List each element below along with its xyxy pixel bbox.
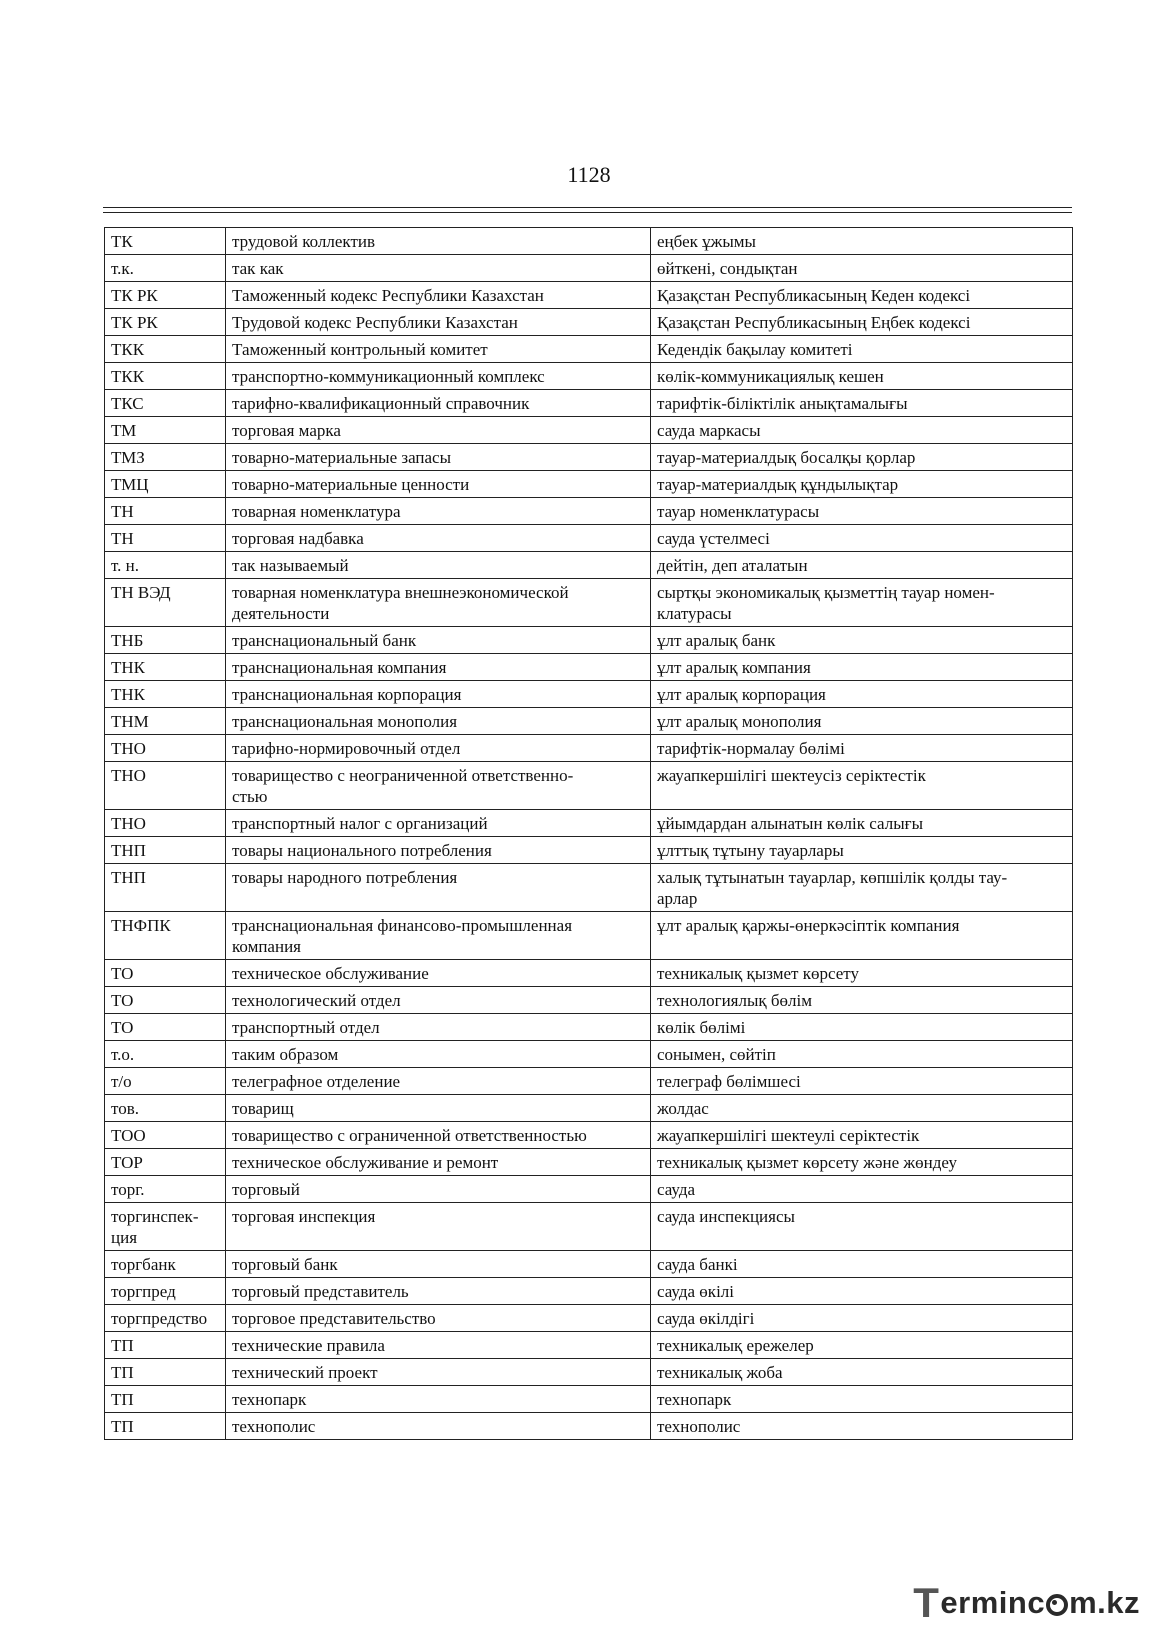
kazakh-term-cell: ұлт аралық банк — [651, 627, 1073, 654]
kazakh-term-cell: тауар номенклатурасы — [651, 498, 1073, 525]
russian-term-cell: торговая инспекция — [226, 1203, 651, 1251]
abbreviation-cell: ТК РК — [105, 282, 226, 309]
abbreviation-cell: ТКК — [105, 336, 226, 363]
table-row — [105, 525, 1073, 552]
kazakh-term-cell: ұлттық тұтыну тауарлары — [651, 837, 1073, 864]
russian-term-cell: таким образом — [226, 1041, 651, 1068]
abbreviation-table-body — [105, 228, 1073, 1440]
abbreviation-table — [104, 227, 1073, 1440]
table-row — [105, 1122, 1073, 1149]
russian-term-cell: техническое обслуживание — [226, 960, 651, 987]
kazakh-term-cell: еңбек ұжымы — [651, 228, 1073, 255]
russian-term-cell: товарная номенклатура внешнеэкономической деятельности — [226, 579, 651, 627]
page-number: 1128 — [567, 162, 611, 187]
abbreviation-cell: ТМЦ — [105, 471, 226, 498]
abbreviation-cell: тов. — [105, 1095, 226, 1122]
kazakh-term-cell: тауар-материалдық құндылықтар — [651, 471, 1073, 498]
kazakh-term-cell: ұлт аралық корпорация — [651, 681, 1073, 708]
russian-term-cell: трудовой коллектив — [226, 228, 651, 255]
table-row — [105, 912, 1073, 960]
abbreviation-cell: ТМЗ — [105, 444, 226, 471]
abbreviation-cell: ТНК — [105, 681, 226, 708]
kazakh-term-cell: тарифтік-біліктілік анықтамалығы — [651, 390, 1073, 417]
kazakh-term-cell: өйткені, сондықтан — [651, 255, 1073, 282]
kazakh-term-cell: технологиялық бөлім — [651, 987, 1073, 1014]
abbreviation-cell: ТП — [105, 1413, 226, 1440]
russian-term-cell: товарно-материальные запасы — [226, 444, 651, 471]
russian-term-cell: торговый банк — [226, 1251, 651, 1278]
russian-term-cell: так как — [226, 255, 651, 282]
russian-term-cell: тарифно-нормировочный отдел — [226, 735, 651, 762]
table-row — [105, 579, 1073, 627]
table-row — [105, 1041, 1073, 1068]
russian-term-cell: технические правила — [226, 1332, 651, 1359]
russian-term-cell: торговая надбавка — [226, 525, 651, 552]
russian-term-cell: торговое представительство — [226, 1305, 651, 1332]
kazakh-term-cell: Қазақстан Республикасының Еңбек кодексі — [651, 309, 1073, 336]
table-row — [105, 1305, 1073, 1332]
kazakh-term-cell: техникалық жоба — [651, 1359, 1073, 1386]
kazakh-term-cell: дейтін, деп аталатын — [651, 552, 1073, 579]
abbreviation-cell: ТОР — [105, 1149, 226, 1176]
table-row — [105, 864, 1073, 912]
abbreviation-cell: ТП — [105, 1332, 226, 1359]
kazakh-term-cell: ұлт аралық компания — [651, 654, 1073, 681]
table-row — [105, 363, 1073, 390]
abbreviation-cell: ТНФПК — [105, 912, 226, 960]
table-row — [105, 336, 1073, 363]
kazakh-term-cell: ұлт аралық қаржы-өнеркәсіптік компания — [651, 912, 1073, 960]
watermark-text-part1: erminc — [940, 1585, 1046, 1620]
table-row — [105, 1251, 1073, 1278]
kazakh-term-cell: тарифтік-нормалау бөлімі — [651, 735, 1073, 762]
table-row — [105, 1332, 1073, 1359]
header-rule-bottom — [103, 212, 1072, 213]
abbreviation-cell: ТН — [105, 525, 226, 552]
abbreviation-cell: ТНМ — [105, 708, 226, 735]
abbreviation-cell: ТК РК — [105, 309, 226, 336]
russian-term-cell: товары национального потребления — [226, 837, 651, 864]
russian-term-cell: товарно-материальные ценности — [226, 471, 651, 498]
watermark-letter-t: T — [913, 1579, 940, 1626]
abbreviation-cell: ТНО — [105, 735, 226, 762]
table-row — [105, 498, 1073, 525]
table-row — [105, 309, 1073, 336]
russian-term-cell: транснациональная компания — [226, 654, 651, 681]
abbreviation-cell: ТНО — [105, 810, 226, 837]
abbreviation-cell: ТНБ — [105, 627, 226, 654]
russian-term-cell: тарифно-квалификационный справочник — [226, 390, 651, 417]
kazakh-term-cell: халық тұтынатын тауарлар, көпшілік қолды тау- арлар — [651, 864, 1073, 912]
russian-term-cell: технопарк — [226, 1386, 651, 1413]
russian-term-cell: торговый представитель — [226, 1278, 651, 1305]
russian-term-cell: торговый — [226, 1176, 651, 1203]
watermark-text-part2: m.kz — [1069, 1585, 1140, 1620]
kazakh-term-cell: технопарк — [651, 1386, 1073, 1413]
kazakh-term-cell: көлік-коммуникациялық кешен — [651, 363, 1073, 390]
russian-term-cell: транспортно-коммуникационный комплекс — [226, 363, 651, 390]
table-row — [105, 987, 1073, 1014]
table-row — [105, 255, 1073, 282]
table-row — [105, 762, 1073, 810]
kazakh-term-cell: сонымен, сөйтіп — [651, 1041, 1073, 1068]
table-row — [105, 1014, 1073, 1041]
kazakh-term-cell: техникалық қызмет көрсету — [651, 960, 1073, 987]
table-row — [105, 654, 1073, 681]
kazakh-term-cell: жолдас — [651, 1095, 1073, 1122]
russian-term-cell: товарищ — [226, 1095, 651, 1122]
russian-term-cell: телеграфное отделение — [226, 1068, 651, 1095]
header-rule-top — [103, 207, 1072, 208]
abbreviation-cell: ТКК — [105, 363, 226, 390]
table-row — [105, 1176, 1073, 1203]
table-row — [105, 228, 1073, 255]
table-row — [105, 552, 1073, 579]
russian-term-cell: Трудовой кодекс Республики Казахстан — [226, 309, 651, 336]
table-row — [105, 471, 1073, 498]
russian-term-cell: техническое обслуживание и ремонт — [226, 1149, 651, 1176]
termincom-watermark-logo — [913, 1579, 1140, 1627]
abbreviation-cell: ТН ВЭД — [105, 579, 226, 627]
russian-term-cell: транспортный налог с организаций — [226, 810, 651, 837]
russian-term-cell: торговая марка — [226, 417, 651, 444]
russian-term-cell: Таможенный кодекс Республики Казахстан — [226, 282, 651, 309]
table-row — [105, 1068, 1073, 1095]
kazakh-term-cell: сыртқы экономикалық қызметтің тауар номен- клатурасы — [651, 579, 1073, 627]
russian-term-cell: товарищество с ограниченной ответственностью — [226, 1122, 651, 1149]
abbreviation-cell: ТКС — [105, 390, 226, 417]
table-row — [105, 1413, 1073, 1440]
kazakh-term-cell: техникалық қызмет көрсету және жөндеу — [651, 1149, 1073, 1176]
kazakh-term-cell: сауда маркасы — [651, 417, 1073, 444]
russian-term-cell: технический проект — [226, 1359, 651, 1386]
abbreviation-cell: торгпред — [105, 1278, 226, 1305]
kazakh-term-cell: телеграф бөлімшесі — [651, 1068, 1073, 1095]
abbreviation-cell: ТМ — [105, 417, 226, 444]
table-row — [105, 417, 1073, 444]
table-row — [105, 810, 1073, 837]
kazakh-term-cell: сауда банкі — [651, 1251, 1073, 1278]
table-row — [105, 1203, 1073, 1251]
table-row — [105, 627, 1073, 654]
russian-term-cell: товарищество с неограниченной ответственно- стью — [226, 762, 651, 810]
abbreviation-cell: ТНП — [105, 864, 226, 912]
kazakh-term-cell: жауапкершілігі шектеусіз серіктестік — [651, 762, 1073, 810]
table-row — [105, 1278, 1073, 1305]
abbreviation-cell: ТО — [105, 987, 226, 1014]
kazakh-term-cell: сауда — [651, 1176, 1073, 1203]
table-row — [105, 1095, 1073, 1122]
russian-term-cell: транснациональная финансово-промышленная компания — [226, 912, 651, 960]
kazakh-term-cell: сауда өкілі — [651, 1278, 1073, 1305]
russian-term-cell: транснациональная корпорация — [226, 681, 651, 708]
abbreviation-cell: т/о — [105, 1068, 226, 1095]
kazakh-term-cell: Қазақстан Республикасының Кеден кодексі — [651, 282, 1073, 309]
table-row — [105, 1359, 1073, 1386]
abbreviation-cell: торгбанк — [105, 1251, 226, 1278]
abbreviation-cell: торг. — [105, 1176, 226, 1203]
russian-term-cell: транснациональная монополия — [226, 708, 651, 735]
abbreviation-cell: т. н. — [105, 552, 226, 579]
russian-term-cell: транспортный отдел — [226, 1014, 651, 1041]
table-row — [105, 735, 1073, 762]
abbreviation-cell: т.к. — [105, 255, 226, 282]
russian-term-cell: транснациональный банк — [226, 627, 651, 654]
table-row — [105, 1149, 1073, 1176]
kazakh-term-cell: сауда инспекциясы — [651, 1203, 1073, 1251]
table-row — [105, 390, 1073, 417]
kazakh-term-cell: жауапкершілігі шектеулі серіктестік — [651, 1122, 1073, 1149]
kazakh-term-cell: көлік бөлімі — [651, 1014, 1073, 1041]
russian-term-cell: так называемый — [226, 552, 651, 579]
kazakh-term-cell: техникалық ережелер — [651, 1332, 1073, 1359]
table-row — [105, 282, 1073, 309]
abbreviation-cell: ТНП — [105, 837, 226, 864]
table-row — [105, 1386, 1073, 1413]
russian-term-cell: Таможенный контрольный комитет — [226, 336, 651, 363]
table-row — [105, 708, 1073, 735]
abbreviation-cell: т.о. — [105, 1041, 226, 1068]
kazakh-term-cell: сауда үстелмесі — [651, 525, 1073, 552]
kazakh-term-cell: ұлт аралық монополия — [651, 708, 1073, 735]
abbreviation-cell: торгпредство — [105, 1305, 226, 1332]
table-row — [105, 444, 1073, 471]
kazakh-term-cell: технополис — [651, 1413, 1073, 1440]
russian-term-cell: технополис — [226, 1413, 651, 1440]
abbreviation-cell: торгинспек- ция — [105, 1203, 226, 1251]
watermark-o-icon — [1046, 1594, 1068, 1616]
table-row — [105, 837, 1073, 864]
kazakh-term-cell: Кедендік бақылау комитеті — [651, 336, 1073, 363]
abbreviation-cell: ТО — [105, 960, 226, 987]
kazakh-term-cell: тауар-материалдық босалқы қорлар — [651, 444, 1073, 471]
abbreviation-cell: ТП — [105, 1386, 226, 1413]
abbreviation-cell: ТОО — [105, 1122, 226, 1149]
abbreviation-cell: ТН — [105, 498, 226, 525]
table-row — [105, 681, 1073, 708]
kazakh-term-cell: ұйымдардан алынатын көлік салығы — [651, 810, 1073, 837]
russian-term-cell: товарная номенклатура — [226, 498, 651, 525]
russian-term-cell: товары народного потребления — [226, 864, 651, 912]
russian-term-cell: технологический отдел — [226, 987, 651, 1014]
table-row — [105, 960, 1073, 987]
abbreviation-cell: ТНО — [105, 762, 226, 810]
abbreviation-cell: ТП — [105, 1359, 226, 1386]
abbreviation-cell: ТНК — [105, 654, 226, 681]
abbreviation-cell: ТК — [105, 228, 226, 255]
kazakh-term-cell: сауда өкілдігі — [651, 1305, 1073, 1332]
abbreviation-cell: ТО — [105, 1014, 226, 1041]
